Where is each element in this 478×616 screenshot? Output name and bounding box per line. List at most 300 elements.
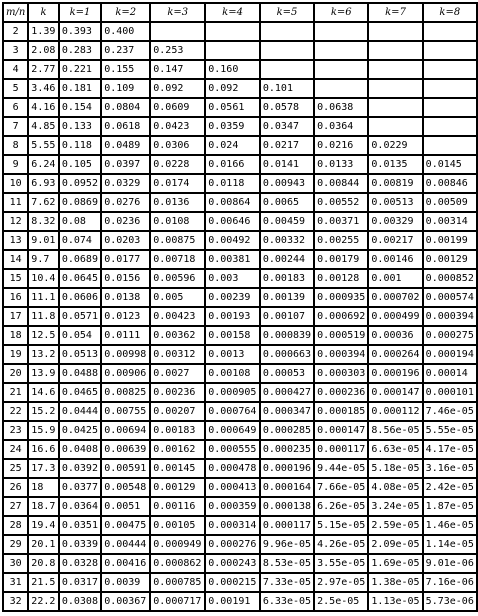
cell-value	[314, 41, 368, 60]
cell-value: 0.092	[150, 79, 205, 98]
cell-value: 0.0308	[59, 592, 101, 611]
cell-value: 0.00825	[101, 383, 150, 402]
cell-value: 0.000427	[260, 383, 314, 402]
cell-value: 0.00145	[150, 459, 205, 478]
cell-m-n: 24	[3, 440, 28, 459]
cell-value: 0.0051	[101, 497, 150, 516]
cell-value: 0.00191	[205, 592, 260, 611]
cell-value: 0.000519	[314, 326, 368, 345]
cell-value: 0.0317	[59, 573, 101, 592]
cell-value: 0.0444	[59, 402, 101, 421]
cell-value: 0.0136	[150, 193, 205, 212]
cell-value: 0.00146	[368, 250, 422, 269]
table-row	[3, 573, 477, 592]
cell-value: 3.16e-05	[423, 459, 477, 478]
cell-value: 0.00108	[205, 364, 260, 383]
cell-value	[314, 60, 368, 79]
cell-value: 0.237	[101, 41, 150, 60]
table-row	[3, 136, 477, 155]
cell-value: 0.000276	[205, 535, 260, 554]
header-k-4: k=4	[205, 3, 260, 22]
cell-k: 15.2	[28, 402, 59, 421]
cell-value	[423, 41, 477, 60]
table-row	[3, 554, 477, 573]
cell-k: 19.4	[28, 516, 59, 535]
table-row	[3, 592, 477, 611]
cell-k: 16.6	[28, 440, 59, 459]
header-k-5: k=5	[260, 3, 314, 22]
cell-value: 0.00036	[368, 326, 422, 345]
cell-m-n: 23	[3, 421, 28, 440]
cell-value: 0.000839	[260, 326, 314, 345]
cell-k: 22.2	[28, 592, 59, 611]
cell-value: 0.000138	[260, 497, 314, 516]
cell-value: 0.000347	[260, 402, 314, 421]
table-row	[3, 98, 477, 117]
cell-value: 0.00217	[368, 231, 422, 250]
cell-value: 0.00239	[205, 288, 260, 307]
cell-value: 0.000303	[314, 364, 368, 383]
cell-k: 6.24	[28, 155, 59, 174]
cell-value: 0.0156	[101, 269, 150, 288]
false-positive-table	[2, 2, 478, 612]
cell-value: 0.00107	[260, 307, 314, 326]
cell-value: 0.000285	[260, 421, 314, 440]
cell-value: 0.00105	[150, 516, 205, 535]
cell-value: 0.0174	[150, 174, 205, 193]
cell-value	[314, 22, 368, 41]
cell-value: 5.55e-05	[423, 421, 477, 440]
cell-value: 0.393	[59, 22, 101, 41]
table-row	[3, 174, 477, 193]
cell-m-n: 20	[3, 364, 28, 383]
cell-value: 5.15e-05	[314, 516, 368, 535]
cell-value: 0.000499	[368, 307, 422, 326]
cell-value: 0.000147	[314, 421, 368, 440]
cell-value: 6.33e-05	[260, 592, 314, 611]
cell-value: 0.000235	[260, 440, 314, 459]
cell-value: 0.0488	[59, 364, 101, 383]
cell-value: 2.09e-05	[368, 535, 422, 554]
cell-value: 0.00548	[101, 478, 150, 497]
cell-value: 0.00129	[150, 478, 205, 497]
cell-m-n: 11	[3, 193, 28, 212]
cell-value: 0.000663	[260, 345, 314, 364]
cell-value: 0.0141	[260, 155, 314, 174]
header-k-6: k=6	[314, 3, 368, 22]
cell-value: 2.42e-05	[423, 478, 477, 497]
cell-value: 0.005	[150, 288, 205, 307]
cell-value: 0.00236	[150, 383, 205, 402]
cell-value: 0.0306	[150, 136, 205, 155]
cell-value: 0.400	[101, 22, 150, 41]
cell-value: 0.000764	[205, 402, 260, 421]
cell-value: 0.0339	[59, 535, 101, 554]
cell-value: 0.024	[205, 136, 260, 155]
cell-value: 0.000194	[423, 345, 477, 364]
cell-value: 7.46e-05	[423, 402, 477, 421]
cell-value: 0.000264	[368, 345, 422, 364]
cell-value: 0.0229	[368, 136, 422, 155]
cell-m-n: 21	[3, 383, 28, 402]
cell-m-n: 18	[3, 326, 28, 345]
cell-m-n: 9	[3, 155, 28, 174]
cell-value: 0.160	[205, 60, 260, 79]
cell-value: 0.0364	[314, 117, 368, 136]
cell-value: 1.38e-05	[368, 573, 422, 592]
cell-value	[368, 98, 422, 117]
cell-value: 1.13e-05	[368, 592, 422, 611]
cell-value: 0.0351	[59, 516, 101, 535]
cell-value: 0.000314	[205, 516, 260, 535]
cell-m-n: 13	[3, 231, 28, 250]
cell-value	[260, 41, 314, 60]
cell-value	[368, 117, 422, 136]
cell-value	[205, 22, 260, 41]
cell-value: 0.0571	[59, 307, 101, 326]
cell-value	[314, 79, 368, 98]
cell-value: 0.000185	[314, 402, 368, 421]
cell-m-n: 30	[3, 554, 28, 573]
cell-k: 2.77	[28, 60, 59, 79]
cell-k: 11.1	[28, 288, 59, 307]
cell-value: 0.000196	[368, 364, 422, 383]
cell-value: 7.66e-05	[314, 478, 368, 497]
table-row	[3, 459, 477, 478]
cell-value: 1.87e-05	[423, 497, 477, 516]
cell-value: 0.0166	[205, 155, 260, 174]
cell-value: 0.0039	[101, 573, 150, 592]
cell-value: 0.000935	[314, 288, 368, 307]
cell-value: 0.00906	[101, 364, 150, 383]
cell-value: 0.147	[150, 60, 205, 79]
cell-value: 2.5e-05	[314, 592, 368, 611]
cell-value: 0.003	[205, 269, 260, 288]
cell-value: 0.00116	[150, 497, 205, 516]
cell-value: 0.000949	[150, 535, 205, 554]
table-row	[3, 269, 477, 288]
cell-value: 0.00998	[101, 345, 150, 364]
table-row	[3, 364, 477, 383]
cell-value: 0.0328	[59, 554, 101, 573]
cell-value: 0.000117	[314, 440, 368, 459]
cell-value: 0.00423	[150, 307, 205, 326]
cell-value: 0.00639	[101, 440, 150, 459]
cell-m-n: 12	[3, 212, 28, 231]
table-row	[3, 307, 477, 326]
cell-m-n: 15	[3, 269, 28, 288]
cell-value: 0.00492	[205, 231, 260, 250]
cell-value: 0.00207	[150, 402, 205, 421]
cell-value	[368, 60, 422, 79]
cell-value: 0.000413	[205, 478, 260, 497]
cell-value: 0.0489	[101, 136, 150, 155]
cell-value: 6.26e-05	[314, 497, 368, 516]
cell-value: 0.0347	[260, 117, 314, 136]
table-row	[3, 250, 477, 269]
cell-value: 0.00846	[423, 174, 477, 193]
cell-value: 0.00053	[260, 364, 314, 383]
cell-value: 2.97e-05	[314, 573, 368, 592]
cell-m-n: 4	[3, 60, 28, 79]
cell-value: 0.00875	[150, 231, 205, 250]
cell-value: 0.0578	[260, 98, 314, 117]
cell-value: 0.00381	[205, 250, 260, 269]
cell-value	[368, 79, 422, 98]
cell-value: 0.00193	[205, 307, 260, 326]
cell-value: 4.17e-05	[423, 440, 477, 459]
table-row	[3, 231, 477, 250]
cell-k: 5.55	[28, 136, 59, 155]
cell-k: 3.46	[28, 79, 59, 98]
cell-value	[260, 22, 314, 41]
cell-value: 0.000243	[205, 554, 260, 573]
cell-value: 3.55e-05	[314, 554, 368, 573]
header-m-n: m/n	[3, 3, 28, 22]
cell-m-n: 8	[3, 136, 28, 155]
cell-value: 0.0177	[101, 250, 150, 269]
cell-k: 14.6	[28, 383, 59, 402]
cell-value: 0.092	[205, 79, 260, 98]
cell-value: 0.221	[59, 60, 101, 79]
cell-m-n: 32	[3, 592, 28, 611]
cell-value: 0.154	[59, 98, 101, 117]
cell-value: 0.0869	[59, 193, 101, 212]
cell-value: 0.118	[59, 136, 101, 155]
cell-value: 1.69e-05	[368, 554, 422, 573]
cell-value: 0.00755	[101, 402, 150, 421]
cell-value: 0.0952	[59, 174, 101, 193]
cell-value: 0.00371	[314, 212, 368, 231]
table-row	[3, 421, 477, 440]
cell-m-n: 7	[3, 117, 28, 136]
table-row	[3, 22, 477, 41]
cell-value: 0.283	[59, 41, 101, 60]
table-container	[2, 2, 478, 612]
cell-m-n: 5	[3, 79, 28, 98]
cell-value: 0.0135	[368, 155, 422, 174]
cell-value: 0.00183	[150, 421, 205, 440]
cell-m-n: 28	[3, 516, 28, 535]
cell-value: 0.000275	[423, 326, 477, 345]
cell-k: 13.9	[28, 364, 59, 383]
cell-value: 4.08e-05	[368, 478, 422, 497]
header-k-3: k=3	[150, 3, 205, 22]
cell-value: 0.0013	[205, 345, 260, 364]
cell-value: 0.0133	[314, 155, 368, 174]
cell-m-n: 17	[3, 307, 28, 326]
cell-value: 0.000394	[314, 345, 368, 364]
table-row	[3, 440, 477, 459]
cell-value: 7.33e-05	[260, 573, 314, 592]
cell-value: 0.00694	[101, 421, 150, 440]
cell-value: 0.000574	[423, 288, 477, 307]
cell-value: 8.56e-05	[368, 421, 422, 440]
cell-value: 2.59e-05	[368, 516, 422, 535]
cell-value: 0.054	[59, 326, 101, 345]
cell-value: 0.074	[59, 231, 101, 250]
cell-value: 0.000905	[205, 383, 260, 402]
cell-value: 3.24e-05	[368, 497, 422, 516]
cell-value: 6.63e-05	[368, 440, 422, 459]
cell-k: 6.93	[28, 174, 59, 193]
cell-m-n: 26	[3, 478, 28, 497]
cell-value: 0.0203	[101, 231, 150, 250]
cell-value: 5.18e-05	[368, 459, 422, 478]
cell-value: 0.00459	[260, 212, 314, 231]
cell-value: 0.00475	[101, 516, 150, 535]
cell-value: 0.00596	[150, 269, 205, 288]
cell-value: 0.00943	[260, 174, 314, 193]
header-k-7: k=7	[368, 3, 422, 22]
cell-value: 0.181	[59, 79, 101, 98]
cell-value: 0.0228	[150, 155, 205, 174]
cell-value: 0.253	[150, 41, 205, 60]
cell-value: 0.109	[101, 79, 150, 98]
cell-value: 0.00591	[101, 459, 150, 478]
cell-value: 0.00129	[423, 250, 477, 269]
cell-value: 0.00864	[205, 193, 260, 212]
cell-value: 0.000112	[368, 402, 422, 421]
cell-k: 2.08	[28, 41, 59, 60]
cell-value: 0.000215	[205, 573, 260, 592]
cell-value: 0.0276	[101, 193, 150, 212]
table-row	[3, 497, 477, 516]
cell-value: 0.0123	[101, 307, 150, 326]
cell-k: 7.62	[28, 193, 59, 212]
cell-value: 0.0217	[260, 136, 314, 155]
cell-value: 8.53e-05	[260, 554, 314, 573]
cell-value: 0.00014	[423, 364, 477, 383]
cell-value: 0.000478	[205, 459, 260, 478]
cell-m-n: 27	[3, 497, 28, 516]
cell-k: 10.4	[28, 269, 59, 288]
cell-m-n: 25	[3, 459, 28, 478]
header-k: k	[28, 3, 59, 22]
table-row	[3, 345, 477, 364]
cell-k: 11.8	[28, 307, 59, 326]
cell-value: 0.0689	[59, 250, 101, 269]
cell-value: 0.0561	[205, 98, 260, 117]
table-row	[3, 155, 477, 174]
table-body	[3, 22, 477, 611]
cell-value: 0.000394	[423, 307, 477, 326]
cell-value: 0.0111	[101, 326, 150, 345]
table-row	[3, 60, 477, 79]
cell-value: 1.14e-05	[423, 535, 477, 554]
cell-value: 0.133	[59, 117, 101, 136]
cell-value: 0.000852	[423, 269, 477, 288]
cell-value: 0.000692	[314, 307, 368, 326]
table-row	[3, 117, 477, 136]
cell-m-n: 14	[3, 250, 28, 269]
cell-value: 0.08	[59, 212, 101, 231]
cell-value: 0.000717	[150, 592, 205, 611]
cell-value: 9.96e-05	[260, 535, 314, 554]
cell-m-n: 2	[3, 22, 28, 41]
cell-value	[423, 60, 477, 79]
cell-value: 0.000196	[260, 459, 314, 478]
header-row	[3, 3, 477, 22]
cell-value: 0.0645	[59, 269, 101, 288]
cell-value: 0.00367	[101, 592, 150, 611]
cell-value: 0.0329	[101, 174, 150, 193]
table-row	[3, 402, 477, 421]
cell-value: 0.101	[260, 79, 314, 98]
cell-value: 0.00128	[314, 269, 368, 288]
cell-value: 0.00844	[314, 174, 368, 193]
cell-value: 0.00718	[150, 250, 205, 269]
cell-k: 17.3	[28, 459, 59, 478]
cell-value: 0.0118	[205, 174, 260, 193]
cell-value: 0.0236	[101, 212, 150, 231]
table-row	[3, 326, 477, 345]
cell-m-n: 19	[3, 345, 28, 364]
cell-value	[368, 22, 422, 41]
cell-value: 0.0408	[59, 440, 101, 459]
cell-value: 0.0145	[423, 155, 477, 174]
cell-value: 0.000649	[205, 421, 260, 440]
cell-m-n: 10	[3, 174, 28, 193]
cell-k: 8.32	[28, 212, 59, 231]
cell-k: 13.2	[28, 345, 59, 364]
cell-value: 0.0397	[101, 155, 150, 174]
cell-value: 0.000862	[150, 554, 205, 573]
table-row	[3, 516, 477, 535]
cell-value: 0.000164	[260, 478, 314, 497]
cell-k: 4.16	[28, 98, 59, 117]
cell-value: 0.00244	[260, 250, 314, 269]
cell-k: 20.1	[28, 535, 59, 554]
cell-value: 7.16e-06	[423, 573, 477, 592]
header-k-8: k=8	[423, 3, 477, 22]
cell-value: 0.0364	[59, 497, 101, 516]
table-row	[3, 79, 477, 98]
cell-m-n: 22	[3, 402, 28, 421]
cell-value: 0.0377	[59, 478, 101, 497]
table-row	[3, 383, 477, 402]
header-k-2: k=2	[101, 3, 150, 22]
cell-value: 0.000702	[368, 288, 422, 307]
cell-value: 0.0465	[59, 383, 101, 402]
cell-k: 18	[28, 478, 59, 497]
cell-value: 0.0027	[150, 364, 205, 383]
cell-value: 0.001	[368, 269, 422, 288]
cell-value: 0.105	[59, 155, 101, 174]
header-k-1: k=1	[59, 3, 101, 22]
cell-k: 20.8	[28, 554, 59, 573]
cell-value: 0.0609	[150, 98, 205, 117]
cell-k: 4.85	[28, 117, 59, 136]
cell-value: 0.0638	[314, 98, 368, 117]
cell-value	[423, 98, 477, 117]
cell-value: 0.000359	[205, 497, 260, 516]
cell-value: 0.0618	[101, 117, 150, 136]
cell-value: 0.0065	[260, 193, 314, 212]
cell-value: 0.155	[101, 60, 150, 79]
cell-value: 0.00416	[101, 554, 150, 573]
cell-value: 9.01e-06	[423, 554, 477, 573]
table-row	[3, 478, 477, 497]
cell-m-n: 3	[3, 41, 28, 60]
cell-k: 9.01	[28, 231, 59, 250]
cell-value: 0.0216	[314, 136, 368, 155]
cell-value: 0.00199	[423, 231, 477, 250]
cell-value: 4.26e-05	[314, 535, 368, 554]
cell-value: 0.00312	[150, 345, 205, 364]
cell-value: 0.00329	[368, 212, 422, 231]
cell-m-n: 6	[3, 98, 28, 117]
